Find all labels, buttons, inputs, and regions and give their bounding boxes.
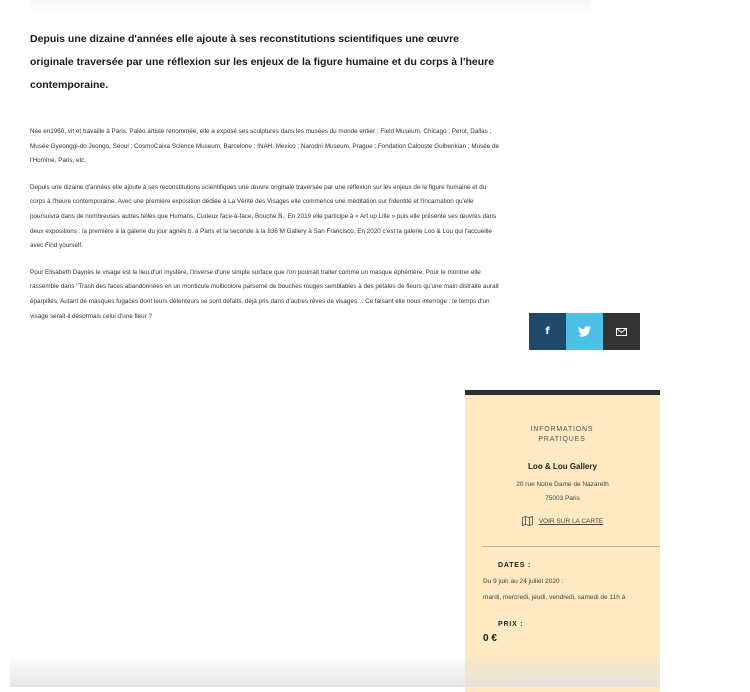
facebook-icon: f [545,326,550,337]
info-title: INFORMATIONS PRATIQUES [530,426,594,443]
mail-icon [616,328,627,336]
article-paragraph: Née en1960, vit et travaille à Paris. Paléo artiste renommée, elle a exposé ses sculptures dans les musées du monde entier : Field Museum, Chicago ; Perot, Dallas ; Musée Gyeonggi-do Jeongo, Séoul ; CosmoCaixa Science Museum, Barcelone ; INAH, Mexico ; Narodni Museum, Prague ; Fondation Calouste Gulbenkian ; Musée de l'Homme, Paris, etc. [30,128,500,165]
twitter-icon [578,326,591,337]
gallery-address: 20 rue Notre Dame de Nazareth [516,481,609,488]
gallery-postcode: 75003 Paris [545,495,580,502]
twitter-share-button[interactable] [566,313,603,350]
info-divider [482,546,660,547]
price-label: PRIX : [498,621,524,628]
top-fade [30,0,590,14]
article-body [30,28,500,336]
article-lead: Depuis une dizaine d'années elle ajoute à ses reconstitutions scientifiques une œuvre originale traversée par une réflexion sur les enjeux de la figure humaine et du corps à l'heure contemporaine. [30,33,495,91]
dates-days: mardi, mercredi, jeudi, vendredi, samedi de 11h à [483,594,626,601]
dates-range: Du 9 juin au 24 juillet 2020 : [483,578,564,585]
article-paragraph: Pour Elisabeth Daynès le visage est le lieu d'un mystère, l'inverse d'une simple surface que l'on pourrait traiter comme un masque éphémère. Pour le montrer elle rassemble dans "Trash des faces abandonnées en un monticule multicolore parsemé de bouches rouges semblables à des pétales de fleurs qu'une main distraite aurait éparpillés. Autant de masques fugaces dont leurs détenteurs se sont défaits, déjà pris dans d'autres rêves de visages… Ce faisant elle nous interroge : le temps d'un visage serait-il désormais celui d'une fleur ? [30,268,499,320]
gallery-name: Loo & Lou Gallery [528,462,597,471]
map-icon [522,516,533,526]
article-paragraph: Depuis une dizaine d'années elle ajoute à ses reconstitutions scientifiques une œuvre originale traversée par une réflexion sur les enjeux de la figure humaine et du corps à l'heure contemporaine. Avec une première exposition dédiée à La Vérité des Visages elle commence une méditation sur l'identité et l'incarnation qu'elle poursuivra dans de nombreuses autres telles que Humans, Curieux face-à-face, Bouche B.. En 2019 elle participe à « Art up Lille » puis elle présente ses œuvres dans deux expositions : la première à la galerie du jour agnès b. à Paris et la seconde à la 836 M Gallery à San Francisco. En 2020 c'est la galerie Loo & Lou qui l'accueille avec Find yourself. [30,183,497,250]
map-link[interactable] [465,516,660,526]
share-buttons [529,313,640,350]
map-link-label: VOIR SUR LA CARTE [538,517,604,525]
practical-info-panel [465,390,660,692]
email-share-button[interactable] [603,313,640,350]
price-value: 0 € [483,633,497,644]
dates-label: DATES : [498,562,532,569]
facebook-share-button[interactable] [529,313,566,350]
